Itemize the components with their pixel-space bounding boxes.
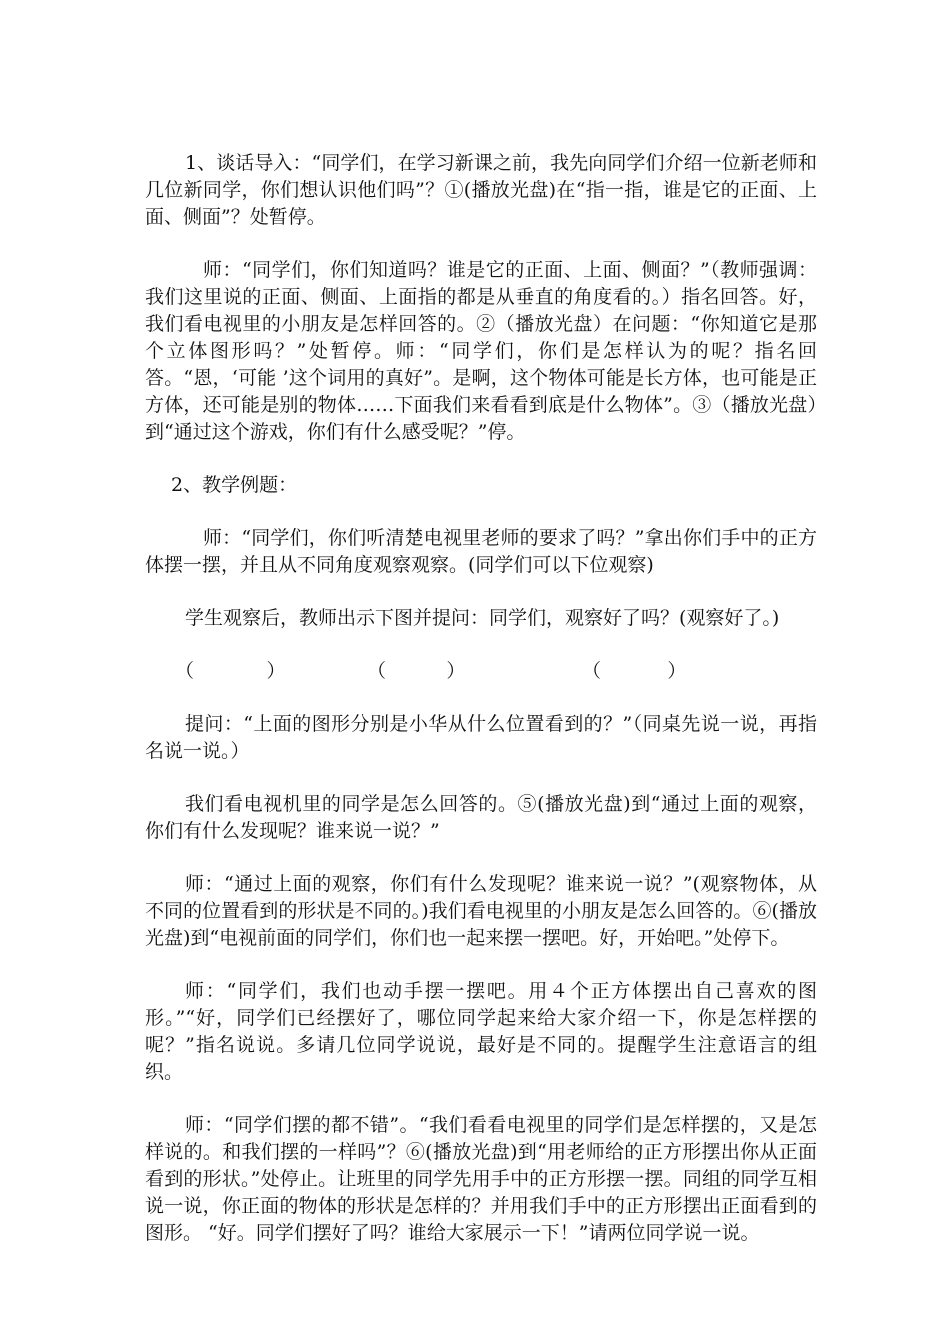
paragraph-section-heading: 2、教学例题：	[171, 474, 298, 496]
answer-blank: （ ）	[582, 660, 687, 682]
paragraph-hands-on: 师：“同学们，我们也动手摆一摆吧。用４个正方体摆出自己喜欢的图形。”“好，同学们已经摆好了，哪位同学起来给大家介绍一下，你是怎样摆的呢？”指名说说。多请几位同学说说，最好是不同的。提醒学生注意语言的组织。	[145, 980, 817, 1083]
paragraph-teacher-instruction: 师：“同学们，你们听清楚电视里老师的要求了吗？”拿出你们手中的正方体摆一摆，并且从不同角度观察观察。(同学们可以下位观察)	[145, 527, 817, 576]
answer-blank: （ ）	[175, 660, 286, 682]
document-page	[145, 150, 817, 1273]
answer-blank: （ ）	[367, 660, 466, 682]
paragraph-question: 提问：“上面的图形分别是小华从什么位置看到的？”（同桌先说一说，再指名说一说。）	[145, 713, 817, 762]
paragraph-teacher-question: 师：“同学们，你们知道吗？谁是它的正面、上面、侧面？”（教师强调：我们这里说的正面、侧面、上面指的都是从垂直的角度看的。）指名回答。好，我们看电视里的小朋友是怎样回答的。②（播放光盘）在问题：“你知道它是那个立体图形吗？”处暂停。师：“同学们，你们是怎样认为的呢？指名回答。“恩，‘可能 ’这个词用的真好”。是啊，这个物体可能是长方体，也可能是正方体，还可能是别的物体……下面我们来看看到底是什么物体”。③（播放光盘）到“通过这个游戏，你们有什么感受呢？”停。	[145, 259, 817, 443]
paragraph-student-observation: 学生观察后，教师出示下图并提问：同学们，观察好了吗？(观察好了。)	[185, 607, 780, 629]
paragraph-tv-answer: 我们看电视机里的同学是怎么回答的。⑤(播放光盘)到“通过上面的观察，你们有什么发现呢？谁来说一说？”	[145, 793, 817, 842]
paragraph-discovery: 师：“通过上面的观察，你们有什么发现呢？谁来说一说？”(观察物体，从不同的位置看到的形状是不同的。)我们看电视里的小朋友是怎么回答的。⑥(播放光盘)到“电视前面的同学们，你们也一起来摆一摆吧。好，开始吧。”处停下。	[145, 873, 817, 949]
paragraph-intro: 1、谈话导入：“同学们，在学习新课之前，我先向同学们介绍一位新老师和几位新同学，你们想认识他们吗”？①(播放光盘)在“指一指，谁是它的正面、上面、侧面”？处暂停。	[145, 152, 817, 228]
answer-blanks-row	[145, 658, 817, 685]
paragraph-compare: 师：“同学们摆的都不错”。“我们看看电视里的同学们是怎样摆的，又是怎样说的。和我们摆的一样吗”？⑥(播放光盘)到“用老师给的正方形摆出你从正面看到的形状。”处停止。让班里的同学先用手中的正方形摆一摆。同组的同学互相说一说，你正面的物体的形状是怎样的？并用我们手中的正方形摆出正面看到的图形。 “好。同学们摆好了吗？谁给大家展示一下！”请两位同学说一说。	[145, 1114, 817, 1244]
